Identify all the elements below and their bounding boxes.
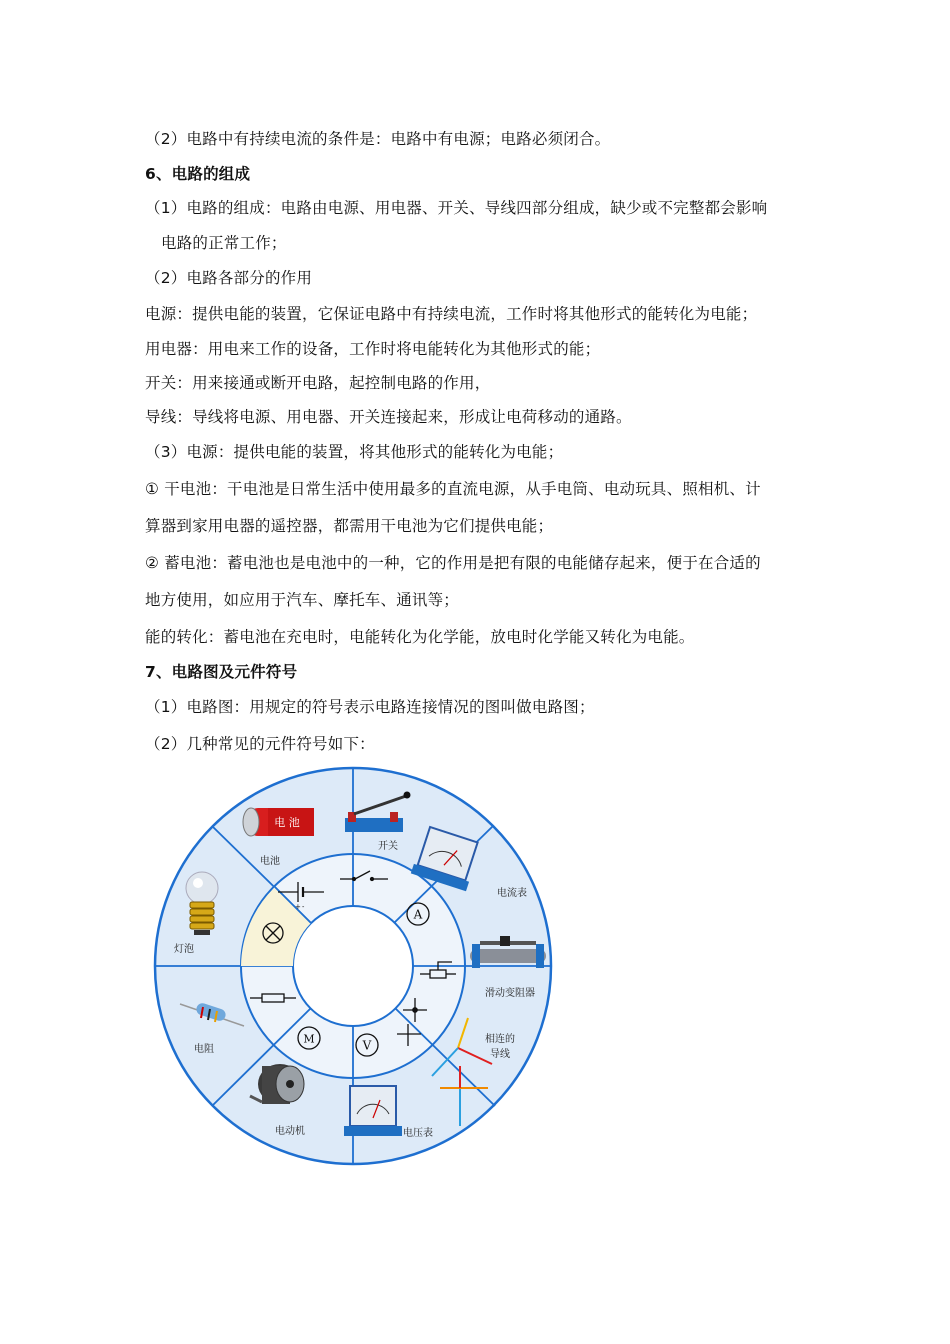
label-switch: 开关 bbox=[378, 841, 398, 852]
paragraph-line: （3）电源：提供电能的装置，将其他形式的能转化为电能； bbox=[145, 443, 564, 461]
paragraph-line: 电源：提供电能的装置，它保证电路中有持续电流，工作时将其他形式的能转化为电能； bbox=[145, 305, 758, 323]
paragraph-line: 地方使用，如应用于汽车、摩托车、通讯等； bbox=[145, 591, 460, 609]
label-wires-line2: 导线 bbox=[490, 1049, 510, 1060]
battery-photo bbox=[243, 808, 314, 836]
ammeter-symbol-letter: A bbox=[413, 907, 423, 922]
voltmeter-photo bbox=[344, 1086, 402, 1136]
motor-symbol-letter: M bbox=[303, 1032, 315, 1046]
section-heading-7: 7、电路图及元件符号 bbox=[145, 663, 298, 681]
label-ammeter: 电流表 bbox=[497, 888, 527, 899]
voltmeter-symbol-letter: V bbox=[362, 1038, 372, 1053]
paragraph-line: （2）电路各部分的作用 bbox=[145, 269, 313, 287]
label-bulb: 灯泡 bbox=[174, 944, 194, 955]
svg-text:-: - bbox=[302, 903, 305, 911]
label-motor: 电动机 bbox=[275, 1126, 305, 1137]
section-heading-6: 6、电路的组成 bbox=[145, 165, 251, 183]
paragraph-line: 导线：导线将电源、用电器、开关连接起来，形成让电荷移动的通路。 bbox=[145, 408, 632, 426]
label-battery: 电池 bbox=[260, 856, 280, 867]
paragraph-line: ② 蓄电池：蓄电池也是电池中的一种，它的作用是把有限的电能储存起来，便于在合适的 bbox=[145, 554, 761, 572]
label-voltmeter: 电压表 bbox=[403, 1128, 433, 1139]
label-resistor: 电阻 bbox=[194, 1044, 214, 1055]
paragraph-line: （2）几种常见的元件符号如下： bbox=[145, 735, 375, 753]
circuit-symbol-wheel bbox=[150, 766, 556, 1166]
paragraph-line: （2）电路中有持续电流的条件是：电路中有电源；电路必须闭合。 bbox=[145, 130, 611, 148]
battery-brand-text: 电 池 bbox=[274, 816, 300, 829]
paragraph-line: 能的转化：蓄电池在充电时，电能转化为化学能，放电时化学能又转化为电能。 bbox=[145, 628, 695, 646]
paragraph-line: 用电器：用电来工作的设备，工作时将电能转化为其他形式的能； bbox=[145, 340, 601, 358]
paragraph-line: （1）电路的组成：电路由电源、用电器、开关、导线四部分组成，缺少或不完整都会影响 bbox=[145, 199, 768, 217]
bulb-photo bbox=[186, 872, 218, 935]
paragraph-line: ① 干电池：干电池是日常生活中使用最多的直流电源，从手电筒、电动玩具、照相机、计 bbox=[145, 480, 761, 498]
paragraph-line: 电路的正常工作； bbox=[161, 234, 287, 252]
svg-text:+: + bbox=[295, 903, 301, 911]
label-wires-line1: 相连的 bbox=[485, 1034, 515, 1045]
paragraph-line: （1）电路图：用规定的符号表示电路连接情况的图叫做电路图； bbox=[145, 698, 595, 716]
label-rheostat: 滑动变阻器 bbox=[485, 988, 535, 999]
paragraph-line: 开关：用来接通或断开电路，起控制电路的作用， bbox=[145, 374, 491, 392]
paragraph-line: 算器到家用电器的遥控器，都需用干电池为它们提供电能； bbox=[145, 517, 554, 535]
